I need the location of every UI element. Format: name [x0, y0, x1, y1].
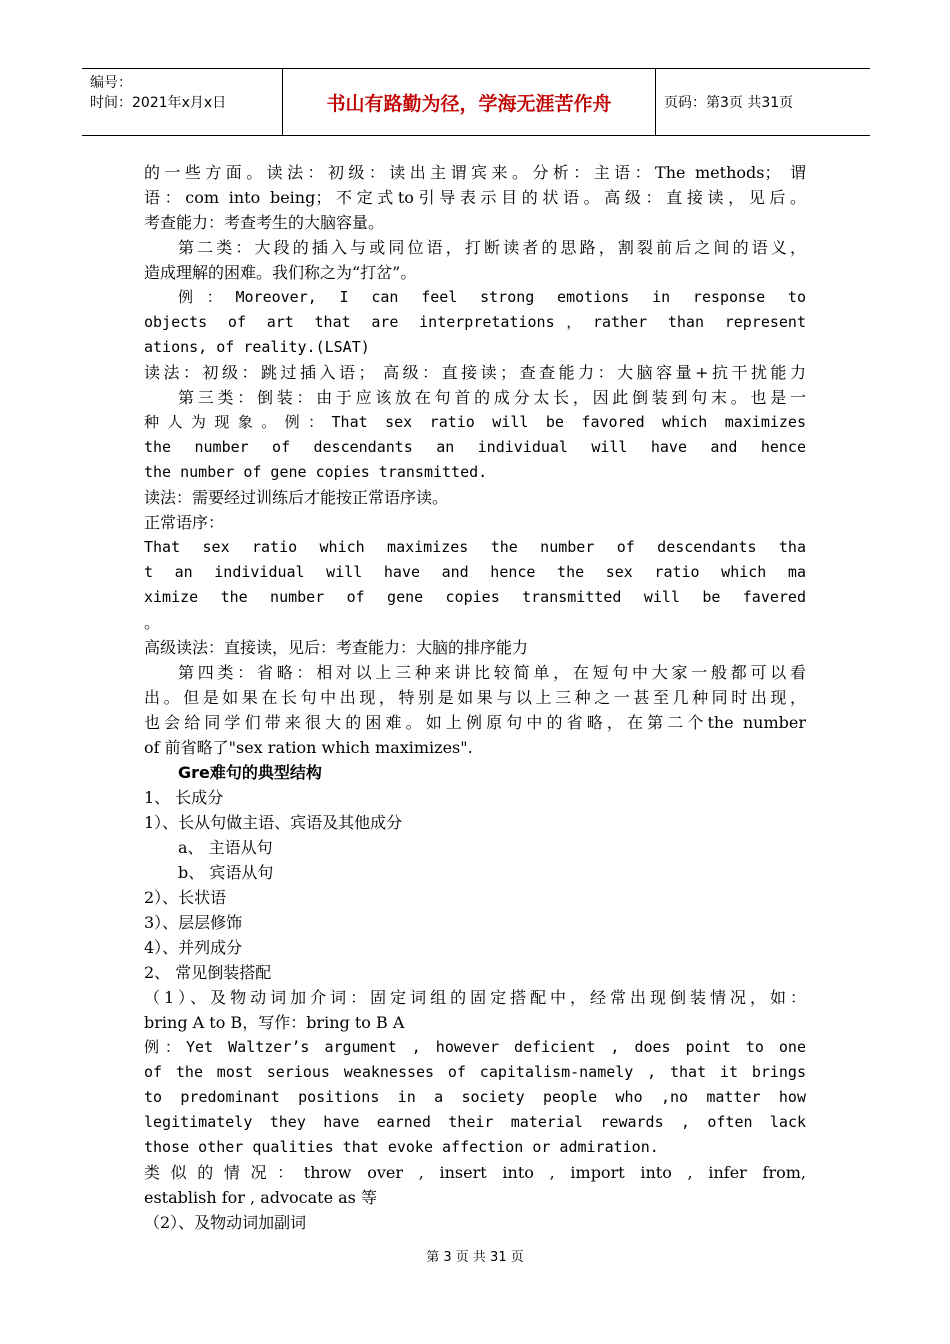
- body-line: 造成理解的困难。我们称之为“打岔”。: [144, 263, 417, 282]
- header-page-info: 页码：第3页 共31页: [664, 95, 794, 111]
- body-line: t an individual will have and hence the sex ratio which ma: [144, 563, 806, 581]
- header-number-label: 编号：: [90, 75, 132, 91]
- list-item: 1、 长成分: [144, 788, 224, 807]
- body-line: establish for , advocate as 等: [144, 1188, 377, 1207]
- list-item: 1）、长从句做主语、宾语及其他成分: [144, 813, 403, 832]
- body-line: 例：Yet Waltzer’s argument , however deficient , does point to one: [144, 1038, 806, 1056]
- body-line: bring A to B，写作：bring to B A: [144, 1013, 405, 1032]
- body-line: 读法：初级：跳过插入语； 高级：直接读；查查能力：大脑容量+抗干扰能力: [144, 363, 806, 382]
- body-line: 。: [144, 613, 161, 632]
- list-item: a、 主语从句: [178, 838, 273, 857]
- body-line: 类似的情况：throw over , insert into , import into , infer from,: [144, 1163, 806, 1182]
- body-line: 语：com into being；不定式to引导表示目的状语。高级：直接读，见后。: [144, 188, 806, 207]
- list-item: 2、 常见倒装搭配: [144, 963, 272, 982]
- body-line: objects of art that are interpretations，rather than represent: [144, 313, 806, 331]
- body-line: of the most serious weaknesses of capitalism-namely , that it brings: [144, 1063, 806, 1081]
- body-line: those other qualities that evoke affection or admiration.: [144, 1138, 659, 1156]
- body-line: That sex ratio which maximizes the number of descendants tha: [144, 538, 806, 556]
- body-line: （2）、及物动词加副词: [144, 1213, 307, 1232]
- document-body: [144, 160, 806, 1235]
- page-header: [82, 68, 870, 136]
- body-line: legitimately they have earned their material rewards , often lack: [144, 1113, 806, 1131]
- body-line: 出。但是如果在长句中出现，特别是如果与以上三种之一甚至几种同时出现，: [144, 688, 806, 707]
- body-line: （1）、及物动词加介词：固定词组的固定搭配中，经常出现倒装情况，如：: [144, 988, 806, 1007]
- body-line: 读法：需要经过训练后才能按正常语序读。: [144, 488, 449, 507]
- body-line: 第二类：大段的插入与或同位语，打断读者的思路，割裂前后之间的语义，: [178, 238, 806, 257]
- list-item: b、 宾语从句: [178, 863, 274, 882]
- body-line: 第四类：省略：相对以上三种来讲比较简单，在短句中大家一般都可以看: [178, 663, 806, 682]
- list-item: 4）、并列成分: [144, 938, 243, 957]
- body-line: ximize the number of gene copies transmitted will be favered: [144, 588, 806, 606]
- body-line: the number of gene copies transmitted.: [144, 463, 488, 481]
- body-line: 正常语序：: [144, 513, 225, 532]
- list-item: 3）、层层修饰: [144, 913, 243, 932]
- body-line: of 前省略了"sex ration which maximizes".: [144, 738, 473, 757]
- body-line: the number of descendants an individual will have and hence: [144, 438, 806, 456]
- body-line: 也会给同学们带来很大的困难。如上例原句中的省略，在第二个the number: [144, 713, 806, 732]
- body-line: 的一些方面。读法：初级：读出主谓宾来。分析：主语：The methods； 谓: [144, 163, 806, 182]
- body-line: ations, of reality.(LSAT): [144, 338, 370, 356]
- body-line: to predominant positions in a society people who ,no matter how: [144, 1088, 806, 1106]
- body-line: 种人为现象。例：That sex ratio will be favored which maximizes: [144, 413, 806, 431]
- header-meta: [90, 73, 282, 113]
- body-line: 例：Moreover, I can feel strong emotions in response to: [178, 288, 806, 306]
- body-line: 第三类：倒装：由于应该放在句首的成分太长，因此倒装到句末。也是一: [178, 388, 806, 407]
- body-line: 考查能力：考查考生的大脑容量。: [144, 213, 385, 232]
- body-line: 高级读法：直接读，见后：考查能力：大脑的排序能力: [144, 638, 529, 657]
- header-motto: 书山有路勤为径，学海无涯苦作舟: [282, 69, 656, 135]
- section-heading: Gre难句的典型结构: [178, 763, 322, 782]
- page-footer: 第 3 页 共 31 页: [426, 1250, 524, 1265]
- header-date: 时间：2021年x月x日: [90, 95, 227, 111]
- list-item: 2）、长状语: [144, 888, 227, 907]
